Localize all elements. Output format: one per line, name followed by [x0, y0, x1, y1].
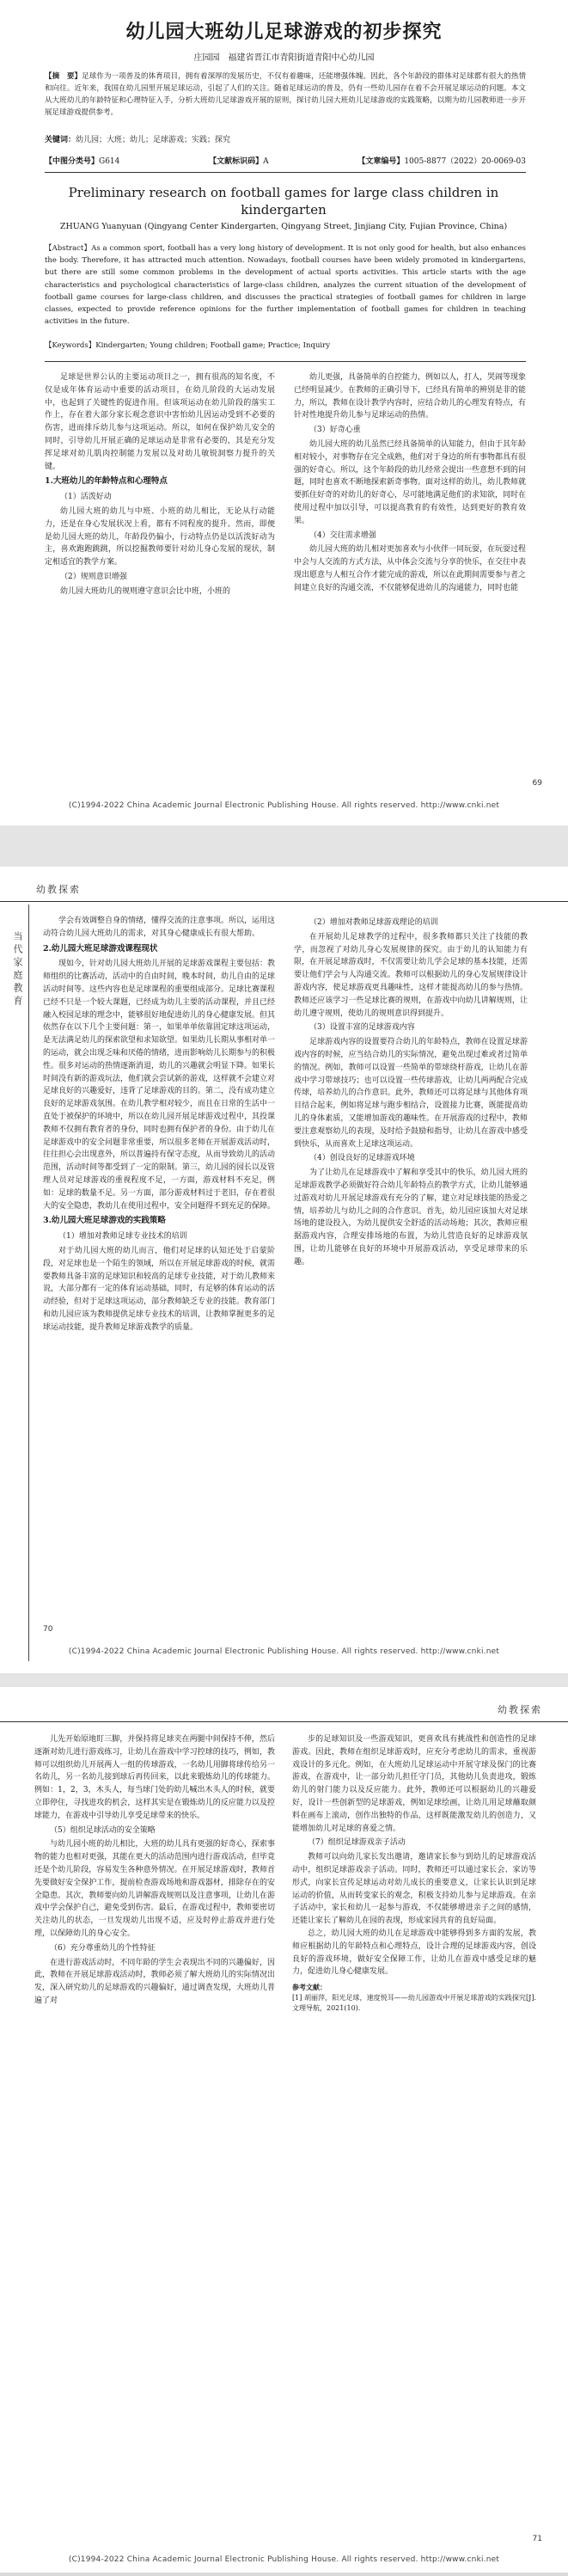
- english-author: ZHUANG Yuanyuan (Qingyang Center Kindergarten, Qingyang Street, Jinjiang City, Fujian Province, China): [59, 222, 508, 231]
- left-column: [34, 1733, 275, 2008]
- divider-rule: [45, 361, 526, 362]
- paragraph: 幼儿园大班幼儿的规则遵守意识会比中班，小班的: [60, 586, 231, 596]
- copyright-line: (C)1994-2022 China Academic Journal Electronic Publishing House. All rights reserved. http://www.cnki.net: [68, 801, 500, 810]
- paper-title: 幼儿园大班幼儿足球游戏的初步探究: [125, 21, 443, 43]
- section-header: 幼教探索: [36, 884, 81, 895]
- page-gap: [0, 1673, 568, 1687]
- left-column: [45, 371, 275, 598]
- page-1: [0, 0, 568, 825]
- subsection-heading: （7）组织足球游戏亲子活动: [308, 1838, 406, 1848]
- subsection-heading: （2）增加对教师足球游戏理论的培训: [309, 918, 438, 927]
- right-column: [294, 915, 528, 1269]
- header-rule: [0, 1721, 568, 1722]
- paragraph: 教师可以向幼儿家长发出邀请，邀请家长参与到幼儿的足球游戏活动中，组织足球游戏亲子活动。同时，教师还可以通过家长会、家访等形式，向家长宣传足球运动对幼儿成长的重要意义，让家长认识到足球运动的价值，从而转变家长的观念，积极支持幼儿参与足球游戏。在亲子活动中，家长和幼儿一起参与游戏，不仅能够增进亲子之间的感情，还能让家长了解幼儿在园的表现，形成家园共育的良好局面。: [292, 1853, 536, 1926]
- paragraph: 幼儿园大班的幼儿虽然已经具备简单的认知能力，但由于其年龄相对较小，对事物存在完全成熟，他们对于身边的所有事物都具有很强的好奇心。所以，这个年龄段的幼儿经常会提出一些意想不到的问题，同时也喜欢不断地探索新奇事物。面对这样的幼儿，幼儿教师就要抓住好奇的对幼儿的好奇心，尽可能地满足他们的求知欲，同时在使用过程中加以引导，可以提高教育的有效性，达到更好的教育效果。: [294, 439, 527, 525]
- english-keywords: [45, 340, 526, 350]
- paragraph: 幼儿园大班的幼儿与中班、小班的幼儿相比，无论从行动能力，还是在身心发展状况上看，都有不同程度的提升。然而，即便是幼儿园大班的幼儿，年龄段仍偏小，行动特点仍是以活泼好动为主，喜欢跑跑跳跳，所以挖掘教师要针对幼儿身心发展的现状，制定相适宜的教学方案。: [45, 506, 275, 567]
- abstract-text: 足球作为一项普及的体育项目，拥有着深厚的发展历史，不仅有着趣味，还能增强体魄。因此，各个年龄段的群体对足球都有很大的热情和向往。近年来，我国在幼儿园里开展足球运动，引起了人们的关注。随着足球运动的普及，仍有一些幼儿园存在着不会开展足球运动的问题。本文从大班幼儿的年龄特征和心理特征入手，分析大班幼儿足球游戏开展的原则，探讨幼儿园大班幼儿足球游戏的实践策略，以期为幼儿园教师进一步开展足球游戏提供参考。: [45, 72, 526, 117]
- doc-code-label: 【文献标识码】: [209, 157, 264, 166]
- section-heading: 3.幼儿园大班足球游戏的实践策略: [43, 1216, 166, 1226]
- subsection-heading: （1）活泼好动: [60, 493, 112, 502]
- page-number: 69: [532, 779, 542, 788]
- subsection-heading: （4）创设良好的足球游戏环境: [309, 1154, 415, 1163]
- clc-value: G614: [99, 157, 120, 166]
- article-no-field: [357, 155, 526, 166]
- section-heading: 1.大班幼儿的年龄特点和心理特点: [45, 476, 168, 487]
- page-2: [0, 867, 568, 1673]
- keywords-label: 关键词：: [45, 136, 76, 144]
- article-no-value: 1005-8877（2022）20-0069-03: [404, 157, 526, 166]
- keywords-text: 幼儿园；大班；幼儿；足球游戏；实践；探究: [76, 136, 231, 144]
- paragraph: 足球是世界公认的主要运动项目之一，拥有很高的知名度，不仅是成年体育运动中重要的活动项目，在幼儿阶段的大运动发展中，也起到了关键性的促进作用。但该项运动在幼儿阶段的落实工作上，存在着大部分家长观念意识中害怕幼儿因运动受到不必要的伤害，进而排斥幼儿参与这项运动。所以，如何在保护幼儿安全的同时，引导幼儿开展正确的足球运动是非常有必要的，其是充分发挥足球对幼儿肌肉控制能力发展以及对幼儿敏锐洞察力提升的关键。: [45, 373, 275, 471]
- subsection-heading: （3）好奇心重: [309, 426, 361, 435]
- paragraph: 总之，幼儿园大班的幼儿在足球游戏中能够得到多方面的发展，教师应根据幼儿的年龄特点和心理特点，设计合理的足球游戏内容，创设良好的游戏环境，做好安全保障工作，让幼儿在游戏中感受足球的魅力，促进幼儿身心健康发展。: [292, 1929, 536, 1977]
- copyright-line: (C)1994-2022 China Academic Journal Electronic Publishing House. All rights reserved. http://www.cnki.net: [68, 1647, 500, 1656]
- subsection-heading: （1）增加对教师足球专业技术的培训: [58, 1232, 187, 1242]
- subsection-heading: （6）充分尊重幼儿的个性特征: [50, 1943, 156, 1953]
- paragraph: 步的足球知识及一些游戏知识，更喜欢具有挑战性和创造性的足球游戏。因此，教师在组织足球游戏时，应充分考虑幼儿的需求，重视游戏设计的多元化。例如，在大班幼儿足球运动中开展守球及保门的比赛游戏，在游戏中，让一部分幼儿担任守门员，其他幼儿负责进攻，锻炼幼儿的射门能力以及反应能力。此外，教师还可以根据幼儿的兴趣爱好，设计一些创新型的足球游戏，例如足球绘画，让幼儿用足球蘸取颜料在画布上滚动，创作出独特的作品，这样既能激发幼儿的创造力，又能增加幼儿对足球的喜爱之情。: [292, 1735, 536, 1833]
- paragraph: 与幼儿园小班的幼儿相比，大班的幼儿具有更强的好奇心，探索事物的能力也相对更强，其能在更大的活动范围内进行游戏活动，但毕竟还是个幼儿阶段，容易发生各种意外情况。在开展足球游戏时，教师首先要做好安全保护工作，提前检查游戏场地和游戏器材，排除存在的安全隐患。其次，教师要向幼儿讲解游戏规则以及注意事项，让幼儿在游戏中学会保护自己，避免受到伤害。最后，在游戏过程中，教师要密切关注幼儿的状态，一旦发现幼儿出现不适，应及时停止游戏并进行处理，以保障幼儿的身心安全。: [34, 1840, 275, 1938]
- subsection-heading: （2）规则意识增强: [60, 572, 127, 581]
- doc-code-field: [209, 155, 269, 166]
- left-column: [43, 915, 275, 1334]
- en-abstract-text: As a common sport, football has a very long history of development. It is not only good for health, but also enhances the body. Therefore, it has attracted much attention. Nowadays, football courses have been widely promoted in kindergartens, but there are still some common problems in the development of actual sports activities. This article starts with the age characteristics and psychological characteristics of large-class children, analyzes the current situation of the development of football game courses for large-class children, and discusses the practical strategies of football games for children in large classes, expected to provide reference opinions for the further implementation of football games for children in teaching activities in the future.: [45, 244, 526, 327]
- en-keywords-text: Kindergarten; Young children; Football game; Practice; Inquiry: [95, 341, 331, 350]
- paragraph: 在进行游戏活动时，不同年龄的学生会表现出不同的兴趣偏好，因此，教师在开展足球游戏活动时，教师必须了解大班幼儿的实际情况出发，深入研究幼儿的足球游戏的兴趣偏好，通过调查发现，大班幼儿普遍了对: [34, 1958, 275, 2005]
- paragraph: 学会有效调整自身的情绪，懂得交流的注意事项。所以，运用这动符合幼儿园大班幼儿的需求，对其身心健康成长有很大帮助。: [43, 917, 276, 938]
- classification-row: [45, 155, 526, 166]
- page-number: 70: [43, 1625, 53, 1634]
- references-label: 参考文献：: [292, 1983, 327, 1992]
- right-column: [292, 1733, 536, 2015]
- paragraph: 现如今，针对幼儿园大班幼儿开展的足球游戏课程主要包括：教师组织的比赛活动，活动中的自由时间，晚本时间，幼儿自由的足球活动时间等。这些内容也是足球课程的重要组成部分。足球比赛课程已经不只是一个较大课题，已经成为幼儿主要的活动课程，并且已经融入校园足球的理念中，能够很好地促进幼儿的身心健康发展。但其依然存在以下几个主要问题：第一，如果单单依靠固定球这项运动，是无法满足幼儿的探索欲望和求知欲望。如果幼儿长期从事相对单一的运动，就会出现乏味和厌倦的情绪，进而影响幼儿长期参与的积极性。很多对运动的热情逐渐消退，幼儿的兴趣就会明显下降。如果长时间没有新的游戏玩法，他们就会尝试新的游戏，这样就不会建立对足球良好的兴趣爱好，违背了足球游戏的目的。第二，没有成功建立良好的足球游戏氛围。在幼儿教学相对较少，而且在日常的生活中一直处于被保护的环境中，所以在幼儿园开展足球游戏过程中，其投课教师不仅拥有教育者的身份，同时也拥有保护者的身份。由于幼儿在足球游戏中的安全问题非常重要，所以很多老师在开展游戏活动时，往往担心会出现意外，所以普遍持有保守态度，从而导致幼儿的活动范围，活动时间等都受到了一定的限制。第三，幼儿园的园长以及管理人员对足球游戏的重视程度不足，一方面，游戏材料不充足，例如：足球的数量不足。另一方面，部分游戏材料过于老旧，存在着很大的安全隐患，教幼儿在使用过程中，安全问题得不到充足的保障。: [43, 960, 276, 1211]
- section-heading: 2.幼儿园大班足球游戏课程现状: [43, 943, 158, 954]
- page-gap: [0, 825, 568, 867]
- section-header: 幼教探索: [498, 1704, 542, 1715]
- paragraph: 幼儿园大班的幼儿相对更加喜欢与小伙伴一同玩耍，在玩耍过程中会与人交流的方式方法，从中体会交流与分享的快乐，在交往中表现出愿意与人相互合作才能完成的游戏，所以在此期间需要参与者之间建立良好的沟通交流，不仅能够促进幼儿的沟通能力，同时也能: [294, 545, 527, 592]
- author-line: 庄园园 福建省晋江市青阳街道青阳中心幼儿园: [193, 53, 375, 63]
- paragraph: 儿先开始原地盯三脚，并保持将足球夹在两腿中间保持不伸，然后逐渐对幼儿进行游戏练习，让幼儿在游戏中学习控球的技巧，例如，教师可以组织幼儿开展两人一组的传球游戏，一名幼儿用脚将球传给另一名幼儿，另一名幼儿接到球后再传回来，以此来锻炼幼儿的传球能力。例如：1，2，3，木头人，每当球门处的幼儿喊出木头人的时候，就要立即停住，寻找进攻的机会，这样其实是在锻炼幼儿的反应能力以及控球能力，在游戏中引导幼儿享受足球带来的快乐。: [34, 1735, 275, 1820]
- side-divider: [28, 905, 29, 1661]
- paragraph: 对于幼儿园大班的幼儿而言，他们对足球的认知还处于启蒙阶段，对足球也是一个陌生的领域，所以在开展足球游戏的时候，就需要教师具备丰富的足球知识和较高的足球专业技能，对于幼儿教师来说，大部分都有一定的体育运动基础，同时，有足够的体育运动的活动经验，但对于足球这项运动，部分教师缺乏专业的技能。教育部门和幼儿园应该为教师提供足球专业技术的培训，让教师掌握更多的足球运动技能，提升教师足球游戏教学的质量。: [43, 1246, 276, 1332]
- en-keywords-label: 【Keywords】: [45, 341, 96, 350]
- clc-label: 【中图分类号】: [45, 157, 100, 166]
- subsection-heading: （5）组织足球活动的安全策略: [50, 1825, 156, 1835]
- paragraph: 为了让幼儿在足球游戏中了解和享受其中的快乐，幼儿园大班的足球游戏教学必须做好符合幼儿年龄特点的教学方式，让幼儿能够通过游戏对幼儿开展足球游戏有充分的了解，建立对足球技能的热爱之情，培养幼儿与幼儿之间的合作意识。首先，幼儿园应该加大对足球场地的建设投入，为幼儿提供安全舒适的活动场地；其次，教师应根据游戏内容，合理安排场地的布置，为幼儿营造良好的足球游戏氛围，让幼儿能够在良好的环境中开展游戏活动，享受足球带来的乐趣。: [294, 1168, 528, 1267]
- subsection-heading: （4）交往需求增强: [309, 531, 376, 540]
- right-column: [294, 371, 526, 595]
- references: [292, 1982, 536, 2015]
- header-rule: [0, 901, 568, 902]
- paragraph: 足球游戏内容的设置要符合幼儿的年龄特点，教师在设置足球游戏内容的时候，应当结合幼儿的实际情况，避免出现过难或者过简单的情况。例如，教师可以设置一些简单的带球绕杆游戏，让幼儿在游戏中学习带球技巧；也可以设置一些传球游戏，让幼儿两两配合完成传球，培养幼儿的合作意识。此外，教师还可以将足球与其他体育项目结合起来，例如将足球与跑步相结合，设置接力比赛，既能提高幼儿的身体素质，又能增加游戏的趣味性。在开展游戏的过程中，教师要注意观察幼儿的表现，及时给予鼓励和指导，让幼儿在游戏中感受到快乐，从而喜欢上足球这项运动。: [294, 1038, 528, 1149]
- chinese-keywords: [45, 133, 526, 144]
- copyright-line: (C)1994-2022 China Academic Journal Electronic Publishing House. All rights reserved. http://www.cnki.net: [68, 2555, 500, 2564]
- page-3: [0, 1687, 568, 2573]
- clc-field: [45, 155, 119, 166]
- english-title: Preliminary research on football games for large class children in kindergarten: [68, 185, 499, 218]
- doc-code-value: A: [263, 157, 269, 166]
- paragraph: 幼儿更强，具备简单的自控能力，例如以人，打人，哭闹等现象已经明显减少。在教师的正确引导下，已经具有简单的辨别是非的能力，所以，教师在设计教学内容时，应结合幼儿的心理发育特点，有针对性地提升幼儿参与足球运动的热情。: [294, 373, 527, 420]
- en-abstract-label: 【Abstract】: [45, 244, 92, 253]
- journal-side-title: 当代家庭教育: [12, 931, 23, 1009]
- chinese-abstract: [45, 71, 526, 119]
- paragraph: 在开展幼儿足球教学的过程中，很多教师都只关注了技能的教学，而忽视了对幼儿身心发展规律的探究。由于幼儿的认知能力有限，在开展足球游戏时，不仅需要让幼儿学会足球的基本技能，还需要让他们学会与人沟通交流。教师可以根据幼儿的身心发展规律设计游戏内容，使足球游戏更具趣味性，这样才能提高幼儿的参与热情。教师还应该学习一些足球比赛的规则，在游戏中向幼儿讲解规则，让幼儿遵守规则，使幼儿的规则意识得到提升。: [294, 932, 528, 1018]
- english-abstract: [45, 242, 526, 328]
- divider-rule: [45, 172, 526, 173]
- article-no-label: 【文章编号】: [357, 157, 405, 166]
- abstract-label: 【摘 要】: [45, 72, 82, 81]
- reference-item: [1] 胡丽萍，阳光足球，速度悦耳——幼儿园游戏中开展足球游戏的实践探究[J]. 文理导航，2021(10).: [292, 1993, 536, 2013]
- subsection-heading: （3）设置丰富的足球游戏内容: [309, 1023, 415, 1033]
- page-number: 71: [532, 2535, 542, 2543]
